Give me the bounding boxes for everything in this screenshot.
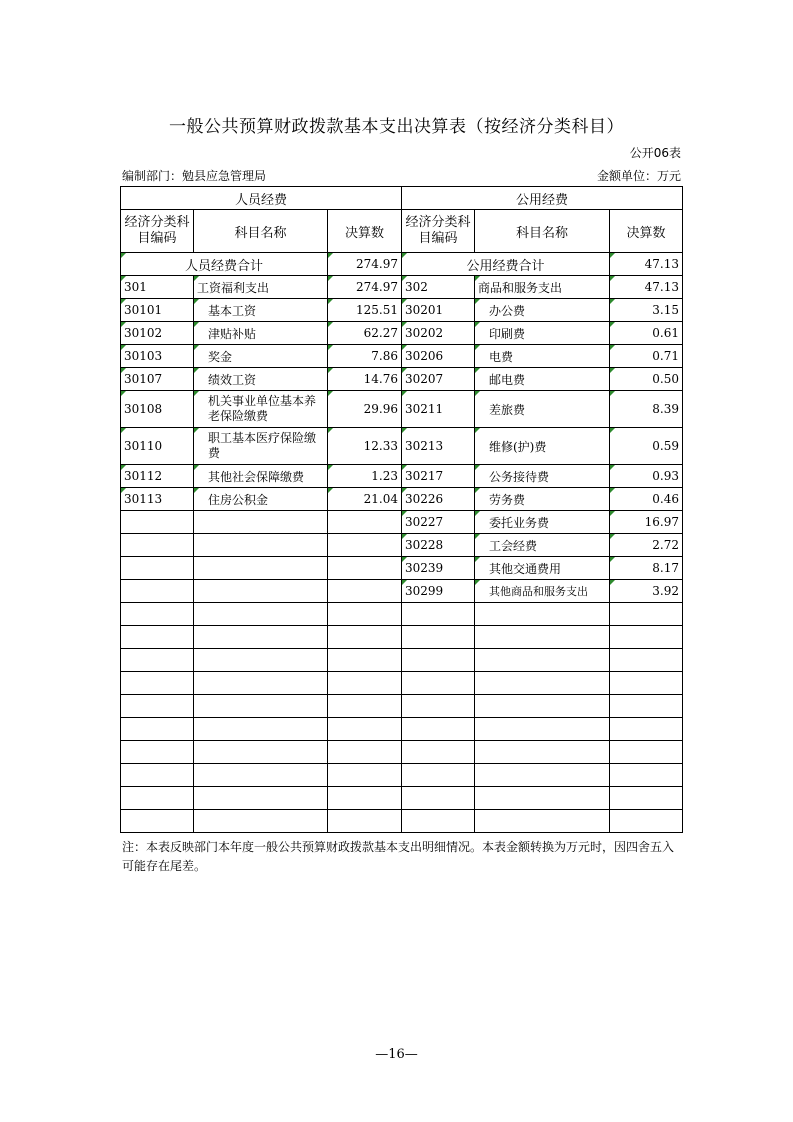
table-row xyxy=(121,534,683,557)
page-title: 一般公共预算财政拨款基本支出决算表（按经济分类科目） xyxy=(169,117,624,137)
right-amount-cell xyxy=(610,718,683,741)
right-code-cell: 30226 xyxy=(402,488,475,511)
left-code-cell xyxy=(121,695,194,718)
left-amount-cell: 7.86 xyxy=(328,345,402,368)
table-row xyxy=(121,810,683,833)
table-row xyxy=(121,672,683,695)
left-code-cell xyxy=(121,557,194,580)
right-amount-cell: 0.46 xyxy=(610,488,683,511)
left-amount-cell xyxy=(328,511,402,534)
left-amount-cell: 14.76 xyxy=(328,368,402,391)
left-name-cell xyxy=(194,718,328,741)
left-name-cell: 工资福利支出 xyxy=(194,276,328,299)
right-name-cell: 其他商品和服务支出 xyxy=(475,580,610,603)
left-code-cell xyxy=(121,626,194,649)
right-name-cell: 印刷费 xyxy=(475,322,610,345)
left-code-cell xyxy=(121,649,194,672)
right-amount-cell: 3.15 xyxy=(610,299,683,322)
right-code-cell xyxy=(402,626,475,649)
totals-row xyxy=(121,253,683,276)
left-code-cell xyxy=(121,534,194,557)
table-row xyxy=(121,368,683,391)
right-amount-cell: 8.39 xyxy=(610,391,683,428)
table-row xyxy=(121,718,683,741)
left-name-cell: 绩效工资 xyxy=(194,368,328,391)
left-code-cell xyxy=(121,764,194,787)
left-amount-cell: 125.51 xyxy=(328,299,402,322)
left-name-cell xyxy=(194,787,328,810)
right-amount-cell: 0.93 xyxy=(610,465,683,488)
left-amount-cell: 29.96 xyxy=(328,391,402,428)
right-name-cell: 邮电费 xyxy=(475,368,610,391)
col-header-code-left: 经济分类科目编码 xyxy=(121,210,194,253)
left-name-cell xyxy=(194,603,328,626)
right-amount-cell: 0.50 xyxy=(610,368,683,391)
right-amount-cell xyxy=(610,626,683,649)
left-code-cell: 30113 xyxy=(121,488,194,511)
left-amount-cell: 12.33 xyxy=(328,428,402,465)
left-code-cell xyxy=(121,741,194,764)
right-amount-cell xyxy=(610,695,683,718)
left-amount-cell xyxy=(328,764,402,787)
right-code-cell: 30227 xyxy=(402,511,475,534)
personnel-total-label: 人员经费合计 xyxy=(121,253,328,276)
personnel-total-value: 274.97 xyxy=(328,253,402,276)
right-name-cell: 工会经费 xyxy=(475,534,610,557)
right-code-cell: 30207 xyxy=(402,368,475,391)
right-code-cell: 30299 xyxy=(402,580,475,603)
left-name-cell: 职工基本医疗保险缴费 xyxy=(194,428,328,465)
right-code-cell xyxy=(402,672,475,695)
right-amount-cell xyxy=(610,787,683,810)
right-code-cell xyxy=(402,649,475,672)
right-code-cell: 30201 xyxy=(402,299,475,322)
right-code-cell xyxy=(402,764,475,787)
table-row xyxy=(121,764,683,787)
left-amount-cell xyxy=(328,672,402,695)
right-code-cell: 30202 xyxy=(402,322,475,345)
left-amount-cell: 1.23 xyxy=(328,465,402,488)
right-name-cell xyxy=(475,603,610,626)
right-code-cell xyxy=(402,718,475,741)
right-code-cell xyxy=(402,695,475,718)
header-row-group xyxy=(121,187,683,210)
left-name-cell xyxy=(194,672,328,695)
right-name-cell: 公务接待费 xyxy=(475,465,610,488)
right-code-cell: 30228 xyxy=(402,534,475,557)
right-code-cell xyxy=(402,787,475,810)
left-code-cell xyxy=(121,511,194,534)
left-amount-cell xyxy=(328,718,402,741)
table-row xyxy=(121,391,683,428)
table-row xyxy=(121,603,683,626)
right-name-cell: 电费 xyxy=(475,345,610,368)
right-name-cell: 其他交通费用 xyxy=(475,557,610,580)
right-name-cell xyxy=(475,649,610,672)
left-name-cell xyxy=(194,580,328,603)
left-code-cell xyxy=(121,603,194,626)
table-code: 公开06表 xyxy=(629,146,681,160)
left-name-cell: 津贴补贴 xyxy=(194,322,328,345)
right-amount-cell: 2.72 xyxy=(610,534,683,557)
col-header-amount-right: 决算数 xyxy=(610,210,683,253)
left-name-cell xyxy=(194,764,328,787)
left-code-cell: 30110 xyxy=(121,428,194,465)
right-name-cell xyxy=(475,695,610,718)
left-amount-cell xyxy=(328,580,402,603)
left-code-cell xyxy=(121,787,194,810)
col-header-name-left: 科目名称 xyxy=(194,210,328,253)
table-row xyxy=(121,299,683,322)
right-name-cell xyxy=(475,764,610,787)
left-amount-cell xyxy=(328,626,402,649)
table-row xyxy=(121,345,683,368)
right-amount-cell: 16.97 xyxy=(610,511,683,534)
right-amount-cell: 0.71 xyxy=(610,345,683,368)
left-name-cell xyxy=(194,695,328,718)
right-code-cell xyxy=(402,741,475,764)
left-code-cell xyxy=(121,672,194,695)
left-amount-cell: 274.97 xyxy=(328,276,402,299)
col-header-name-right: 科目名称 xyxy=(475,210,610,253)
table-row xyxy=(121,276,683,299)
right-name-cell: 维修(护)费 xyxy=(475,428,610,465)
table-row xyxy=(121,695,683,718)
right-amount-cell xyxy=(610,741,683,764)
table-row xyxy=(121,465,683,488)
footnote: 注：本表反映部门本年度一般公共预算财政拨款基本支出明细情况。本表金额转换为万元时，因四舍五入可能存在尾差。 xyxy=(122,840,675,873)
right-amount-cell xyxy=(610,810,683,833)
right-code-cell: 30211 xyxy=(402,391,475,428)
public-total-label: 公用经费合计 xyxy=(402,253,610,276)
right-name-cell xyxy=(475,741,610,764)
page-number: —16— xyxy=(375,1047,418,1062)
table-row xyxy=(121,488,683,511)
right-amount-cell: 8.17 xyxy=(610,557,683,580)
left-code-cell xyxy=(121,810,194,833)
left-name-cell xyxy=(194,741,328,764)
header-row-columns xyxy=(121,210,683,253)
right-amount-cell xyxy=(610,649,683,672)
left-name-cell: 基本工资 xyxy=(194,299,328,322)
table-row xyxy=(121,428,683,465)
left-amount-cell xyxy=(328,741,402,764)
left-code-cell: 30102 xyxy=(121,322,194,345)
left-name-cell xyxy=(194,649,328,672)
left-amount-cell: 62.27 xyxy=(328,322,402,345)
right-amount-cell xyxy=(610,672,683,695)
left-code-cell: 30101 xyxy=(121,299,194,322)
public-total-value: 47.13 xyxy=(610,253,683,276)
right-code-cell xyxy=(402,810,475,833)
left-code-cell: 30103 xyxy=(121,345,194,368)
col-header-amount-left: 决算数 xyxy=(328,210,402,253)
right-amount-cell: 0.61 xyxy=(610,322,683,345)
left-name-cell xyxy=(194,810,328,833)
table-row xyxy=(121,322,683,345)
table-row xyxy=(121,626,683,649)
right-amount-cell xyxy=(610,603,683,626)
right-code-cell: 30213 xyxy=(402,428,475,465)
right-name-cell xyxy=(475,810,610,833)
table-body xyxy=(121,187,683,833)
left-amount-cell xyxy=(328,603,402,626)
left-name-cell: 住房公积金 xyxy=(194,488,328,511)
right-amount-cell: 0.59 xyxy=(610,428,683,465)
right-amount-cell xyxy=(610,764,683,787)
left-code-cell: 30112 xyxy=(121,465,194,488)
left-name-cell: 奖金 xyxy=(194,345,328,368)
right-name-cell: 办公费 xyxy=(475,299,610,322)
left-amount-cell: 21.04 xyxy=(328,488,402,511)
left-code-cell xyxy=(121,718,194,741)
table-row xyxy=(121,511,683,534)
personnel-header: 人员经费 xyxy=(121,187,402,210)
left-amount-cell xyxy=(328,649,402,672)
unit-label: 金额单位：万元 xyxy=(596,169,681,183)
right-name-cell: 商品和服务支出 xyxy=(475,276,610,299)
table-row xyxy=(121,741,683,764)
table-row xyxy=(121,787,683,810)
table-row xyxy=(121,557,683,580)
right-name-cell xyxy=(475,672,610,695)
right-code-cell: 302 xyxy=(402,276,475,299)
department-label: 编制部门：勉县应急管理局 xyxy=(122,169,267,183)
table-row xyxy=(121,649,683,672)
right-code-cell: 30239 xyxy=(402,557,475,580)
right-name-cell: 劳务费 xyxy=(475,488,610,511)
col-header-code-right: 经济分类科目编码 xyxy=(402,210,475,253)
left-amount-cell xyxy=(328,695,402,718)
left-code-cell: 301 xyxy=(121,276,194,299)
left-code-cell: 30107 xyxy=(121,368,194,391)
left-code-cell: 30108 xyxy=(121,391,194,428)
left-amount-cell xyxy=(328,557,402,580)
right-amount-cell: 3.92 xyxy=(610,580,683,603)
left-name-cell xyxy=(194,534,328,557)
right-name-cell xyxy=(475,626,610,649)
left-amount-cell xyxy=(328,810,402,833)
left-name-cell: 其他社会保障缴费 xyxy=(194,465,328,488)
right-code-cell xyxy=(402,603,475,626)
right-name-cell xyxy=(475,718,610,741)
right-name-cell: 差旅费 xyxy=(475,391,610,428)
left-code-cell xyxy=(121,580,194,603)
left-name-cell xyxy=(194,626,328,649)
public-header: 公用经费 xyxy=(402,187,683,210)
right-amount-cell: 47.13 xyxy=(610,276,683,299)
right-code-cell: 30217 xyxy=(402,465,475,488)
left-amount-cell xyxy=(328,787,402,810)
left-name-cell: 机关事业单位基本养老保险缴费 xyxy=(194,391,328,428)
expenditure-table xyxy=(120,186,683,833)
left-name-cell xyxy=(194,557,328,580)
right-name-cell: 委托业务费 xyxy=(475,511,610,534)
right-code-cell: 30206 xyxy=(402,345,475,368)
right-name-cell xyxy=(475,787,610,810)
table-row xyxy=(121,580,683,603)
left-amount-cell xyxy=(328,534,402,557)
left-name-cell xyxy=(194,511,328,534)
